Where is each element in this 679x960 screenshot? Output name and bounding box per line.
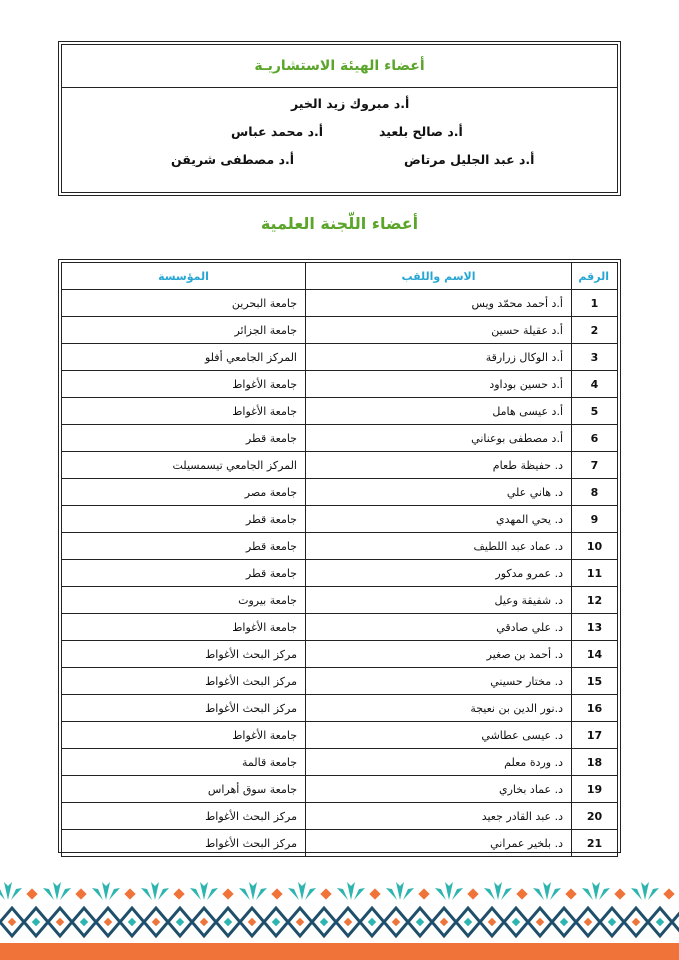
sprout-ornament bbox=[386, 882, 414, 900]
diamond-core bbox=[272, 918, 280, 926]
sprout-ornament bbox=[435, 882, 463, 900]
diamond-core bbox=[560, 918, 568, 926]
diamond-core bbox=[344, 918, 352, 926]
diamond-core bbox=[416, 918, 424, 926]
member-institution: جامعة قطر bbox=[62, 533, 306, 560]
table-row bbox=[62, 290, 618, 317]
table-row bbox=[62, 398, 618, 425]
orange-diamond bbox=[516, 888, 527, 899]
advisory-member: أ.د عبد الجليل مرتاض bbox=[404, 152, 535, 167]
table-row bbox=[62, 344, 618, 371]
scientific-committee-title: أعضاء اللّجنة العلمية bbox=[260, 214, 419, 233]
advisory-member: أ.د مبروك زيد الخير bbox=[291, 96, 410, 111]
sprout-ornaments bbox=[0, 882, 675, 900]
member-name: د. أحمد بن صغير bbox=[306, 641, 572, 668]
row-number: 10 bbox=[572, 533, 618, 560]
table-row bbox=[62, 722, 618, 749]
committee-table-frame bbox=[58, 259, 621, 853]
diamond-core bbox=[152, 918, 160, 926]
table-row bbox=[62, 452, 618, 479]
table-row bbox=[62, 641, 618, 668]
diamond-core bbox=[464, 918, 472, 926]
table-row bbox=[62, 560, 618, 587]
sprout-ornament bbox=[337, 882, 365, 900]
row-number: 15 bbox=[572, 668, 618, 695]
diamond-core bbox=[488, 918, 496, 926]
sprout-ornament bbox=[582, 882, 610, 900]
table-row bbox=[62, 668, 618, 695]
table-row bbox=[62, 425, 618, 452]
member-name: أ.د مصطفى بوعناني bbox=[306, 425, 572, 452]
member-name: د. وردة معلم bbox=[306, 749, 572, 776]
table-row bbox=[62, 506, 618, 533]
advisory-member: أ.د مصطفى شريقن bbox=[171, 152, 295, 167]
diamond-core bbox=[584, 918, 592, 926]
diamond-core bbox=[104, 918, 112, 926]
row-number: 1 bbox=[572, 290, 618, 317]
decorative-footer-pattern bbox=[0, 870, 679, 960]
committee-table bbox=[61, 262, 618, 857]
table-row bbox=[62, 371, 618, 398]
orange-diamond bbox=[467, 888, 478, 899]
sprout-ornament bbox=[43, 882, 71, 900]
orange-diamond bbox=[320, 888, 331, 899]
orange-diamond bbox=[75, 888, 86, 899]
member-institution: جامعة الأغواط bbox=[62, 371, 306, 398]
member-institution: جامعة قطر bbox=[62, 560, 306, 587]
diamond-core bbox=[8, 918, 16, 926]
table-header-row bbox=[62, 263, 618, 290]
member-institution: جامعة قالمة bbox=[62, 749, 306, 776]
header-name: الاسم واللقب bbox=[306, 263, 572, 290]
table-row bbox=[62, 317, 618, 344]
member-institution: جامعة الأغواط bbox=[62, 398, 306, 425]
table-row bbox=[62, 614, 618, 641]
member-name: د. عبد القادر جعيد bbox=[306, 803, 572, 830]
table-row bbox=[62, 830, 618, 857]
advisory-member: أ.د صالح بلعيد bbox=[379, 124, 463, 139]
sprout-ornament bbox=[631, 882, 659, 900]
row-number: 12 bbox=[572, 587, 618, 614]
member-institution: جامعة سوق أهراس bbox=[62, 776, 306, 803]
member-name: د. شفيقة وعيل bbox=[306, 587, 572, 614]
member-institution: جامعة بيروت bbox=[62, 587, 306, 614]
sprout-ornament bbox=[0, 882, 22, 900]
table-row bbox=[62, 695, 618, 722]
diamond-core bbox=[608, 918, 616, 926]
member-name: د. عماد بخاري bbox=[306, 776, 572, 803]
sprout-ornament bbox=[533, 882, 561, 900]
member-name: د. عماد عبد اللطيف bbox=[306, 533, 572, 560]
member-name: د. علي صادقي bbox=[306, 614, 572, 641]
row-number: 4 bbox=[572, 371, 618, 398]
orange-diamond bbox=[26, 888, 37, 899]
diamond-band bbox=[0, 908, 679, 936]
row-number: 18 bbox=[572, 749, 618, 776]
row-number: 2 bbox=[572, 317, 618, 344]
diamond-outline bbox=[672, 908, 679, 936]
diamond-core bbox=[656, 918, 664, 926]
row-number: 3 bbox=[572, 344, 618, 371]
diamond-core bbox=[536, 918, 544, 926]
advisory-board-box bbox=[58, 41, 621, 196]
member-institution: مركز البحث الأغواط bbox=[62, 830, 306, 857]
diamond-core bbox=[632, 918, 640, 926]
member-name: أ.د الوكال زرارقة bbox=[306, 344, 572, 371]
table-row bbox=[62, 749, 618, 776]
diamond-core bbox=[176, 918, 184, 926]
diamond-core bbox=[56, 918, 64, 926]
diamond-core bbox=[320, 918, 328, 926]
table-row bbox=[62, 803, 618, 830]
diamond-core bbox=[368, 918, 376, 926]
row-number: 19 bbox=[572, 776, 618, 803]
advisory-member: أ.د محمد عباس bbox=[231, 124, 324, 139]
member-institution: مركز البحث الأغواط bbox=[62, 803, 306, 830]
sprout-ornament bbox=[141, 882, 169, 900]
diamond-core bbox=[200, 918, 208, 926]
diamond-core bbox=[32, 918, 40, 926]
row-number: 16 bbox=[572, 695, 618, 722]
sprout-ornament bbox=[190, 882, 218, 900]
orange-diamond bbox=[614, 888, 625, 899]
member-name: د. مختار حسيني bbox=[306, 668, 572, 695]
row-number: 21 bbox=[572, 830, 618, 857]
table-row bbox=[62, 533, 618, 560]
member-institution: مركز البحث الأغواط bbox=[62, 695, 306, 722]
row-number: 11 bbox=[572, 560, 618, 587]
table-row bbox=[62, 776, 618, 803]
diamond-core bbox=[392, 918, 400, 926]
member-institution: المركز الجامعي تيسمسيلت bbox=[62, 452, 306, 479]
member-name: د. حفيظة طعام bbox=[306, 452, 572, 479]
member-institution: جامعة قطر bbox=[62, 425, 306, 452]
orange-diamond bbox=[173, 888, 184, 899]
header-institution: المؤسسة bbox=[62, 263, 306, 290]
orange-diamond bbox=[271, 888, 282, 899]
table-row bbox=[62, 587, 618, 614]
member-institution: جامعة الأغواط bbox=[62, 722, 306, 749]
sprout-ornament bbox=[92, 882, 120, 900]
diamond-core bbox=[440, 918, 448, 926]
member-name: د. هاني علي bbox=[306, 479, 572, 506]
row-number: 5 bbox=[572, 398, 618, 425]
row-number: 17 bbox=[572, 722, 618, 749]
orange-diamond bbox=[565, 888, 576, 899]
table-body bbox=[62, 290, 618, 857]
row-number: 20 bbox=[572, 803, 618, 830]
diamond-core bbox=[80, 918, 88, 926]
member-name: د. بلخير عمراني bbox=[306, 830, 572, 857]
advisory-board-title: أعضاء الهيئة الاستشاريـة bbox=[62, 45, 617, 88]
member-institution: جامعة الجزائر bbox=[62, 317, 306, 344]
member-institution: المركز الجامعي أفلو bbox=[62, 344, 306, 371]
member-name: د. عمرو مدكور bbox=[306, 560, 572, 587]
diamond-core bbox=[512, 918, 520, 926]
row-number: 7 bbox=[572, 452, 618, 479]
sprout-ornament bbox=[239, 882, 267, 900]
member-institution: جامعة مصر bbox=[62, 479, 306, 506]
member-institution: جامعة البحرين bbox=[62, 290, 306, 317]
header-number: الرقم bbox=[572, 263, 618, 290]
diamond-core bbox=[224, 918, 232, 926]
member-name: أ.د عيسى هامل bbox=[306, 398, 572, 425]
member-name: د. عيسى عطاشي bbox=[306, 722, 572, 749]
orange-diamond bbox=[222, 888, 233, 899]
diamond-core bbox=[296, 918, 304, 926]
member-name: أ.د عقيلة حسين bbox=[306, 317, 572, 344]
member-name: د.نور الدين بن نعيجة bbox=[306, 695, 572, 722]
member-name: أ.د حسين بوداود bbox=[306, 371, 572, 398]
member-institution: مركز البحث الأغواط bbox=[62, 641, 306, 668]
table-row bbox=[62, 479, 618, 506]
diamond-core bbox=[248, 918, 256, 926]
diamond-core bbox=[128, 918, 136, 926]
member-institution: جامعة قطر bbox=[62, 506, 306, 533]
row-number: 6 bbox=[572, 425, 618, 452]
sprout-ornament bbox=[484, 882, 512, 900]
row-number: 8 bbox=[572, 479, 618, 506]
orange-diamond bbox=[369, 888, 380, 899]
row-number: 14 bbox=[572, 641, 618, 668]
row-number: 13 bbox=[572, 614, 618, 641]
orange-diamond bbox=[418, 888, 429, 899]
member-institution: جامعة الأغواط bbox=[62, 614, 306, 641]
orange-diamond bbox=[663, 888, 674, 899]
member-name: أ.د أحمد محمّد ويس bbox=[306, 290, 572, 317]
footer-orange-band bbox=[0, 943, 679, 960]
sprout-ornament bbox=[288, 882, 316, 900]
orange-diamond bbox=[124, 888, 135, 899]
member-name: د. يحي المهدي bbox=[306, 506, 572, 533]
member-institution: مركز البحث الأغواط bbox=[62, 668, 306, 695]
row-number: 9 bbox=[572, 506, 618, 533]
